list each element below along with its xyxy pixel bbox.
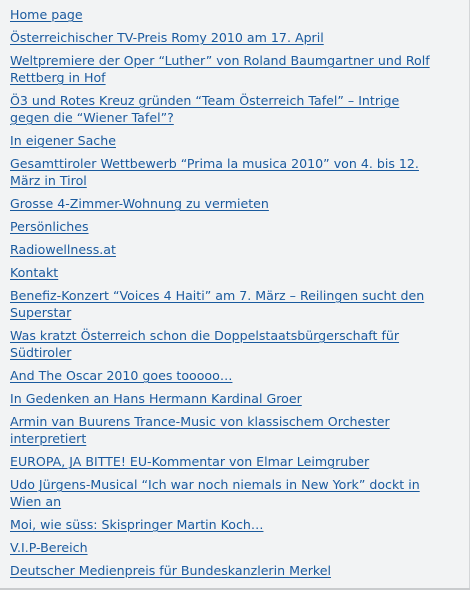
- list-item: [10, 453, 440, 470]
- list-item: [10, 516, 440, 533]
- post-link[interactable]: Armin van Buurens Trance-Music von klassischem Orchester interpretiert: [10, 414, 390, 446]
- link-radiowellness[interactable]: Radiowellness.at: [10, 242, 116, 257]
- list-item: [10, 476, 440, 510]
- post-link[interactable]: Weltpremiere der Oper “Luther” von Roland Baumgartner und Rolf Rettberg in Hof: [10, 53, 430, 85]
- list-item: [10, 390, 440, 407]
- list-item: [10, 29, 440, 46]
- post-link[interactable]: Moi, wie süss: Skispringer Martin Koch…: [10, 517, 264, 532]
- list-item: [10, 367, 440, 384]
- list-item: [10, 413, 440, 447]
- post-link[interactable]: Grosse 4-Zimmer-Wohnung zu vermieten: [10, 196, 269, 211]
- list-item: [10, 539, 440, 556]
- post-link[interactable]: Udo Jürgens-Musical “Ich war noch niemals in New York” dockt in Wien an: [10, 477, 420, 509]
- list-item: [10, 327, 440, 361]
- post-link[interactable]: In eigener Sache: [10, 133, 116, 148]
- link-home-page[interactable]: Home page: [10, 7, 83, 22]
- post-link[interactable]: EUROPA, JA BITTE! EU-Kommentar von Elmar Leimgruber: [10, 454, 370, 469]
- post-link[interactable]: Was kratzt Österreich schon die Doppelstaatsbürgerschaft für Südtiroler: [10, 328, 400, 360]
- link-kontakt[interactable]: Kontakt: [10, 265, 59, 280]
- list-item: [10, 6, 440, 23]
- list-item: [10, 218, 440, 235]
- link-vip-bereich[interactable]: V.I.P-Bereich: [10, 540, 88, 555]
- list-item: [10, 264, 440, 281]
- post-link[interactable]: Österreichischer TV-Preis Romy 2010 am 17. April: [10, 30, 324, 45]
- list-item: [10, 195, 440, 212]
- post-link[interactable]: Gesamttiroler Wettbewerb “Prima la musica 2010” von 4. bis 12. März in Tirol: [10, 156, 419, 188]
- post-link[interactable]: Deutscher Medienpreis für Bundeskanzlerin Merkel: [10, 563, 331, 578]
- post-link[interactable]: Benefiz-Konzert “Voices 4 Haiti” am 7. März – Reilingen sucht den Superstar: [10, 288, 425, 320]
- list-item: [10, 132, 440, 149]
- post-link[interactable]: Ö3 und Rotes Kreuz gründen “Team Österreich Tafel” – Intrige gegen die “Wiener Tafel”?: [10, 93, 400, 125]
- list-item: [10, 52, 440, 86]
- post-link[interactable]: And The Oscar 2010 goes tooooo…: [10, 368, 233, 383]
- list-item: [10, 155, 440, 189]
- list-item: [10, 562, 440, 579]
- list-item: [10, 287, 440, 321]
- link-persoenliches[interactable]: Persönliches: [10, 219, 89, 234]
- list-item: [10, 241, 440, 258]
- post-link[interactable]: In Gedenken an Hans Hermann Kardinal Groer: [10, 391, 302, 406]
- list-item: [10, 92, 440, 126]
